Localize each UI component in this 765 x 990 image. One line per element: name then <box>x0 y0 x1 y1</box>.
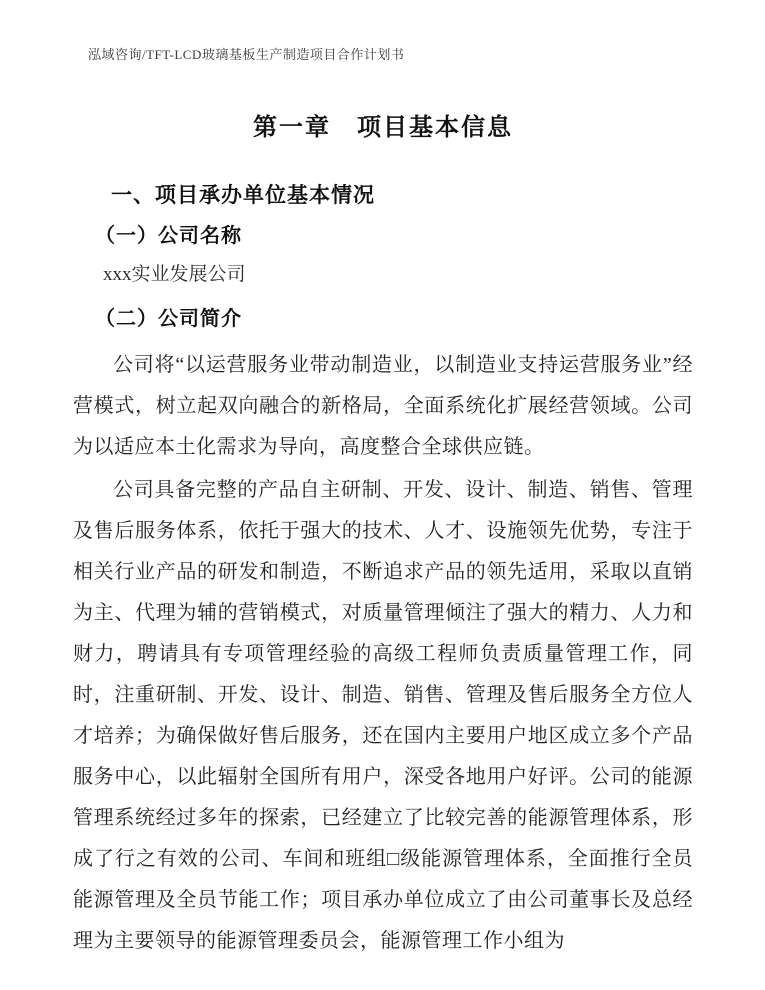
subsection-heading-company-name: （一）公司名称 <box>95 225 242 247</box>
chapter-title: 第一章 项目基本信息 <box>253 114 513 141</box>
document-header: 泓域咨询/TFT-LCD玻璃基板生产制造项目合作计划书 <box>88 47 405 62</box>
section-heading: 一、项目承办单位基本情况 <box>111 184 375 207</box>
paragraph-company-capabilities: 公司具备完整的产品自主研制、开发、设计、制造、销售、管理及售后服务体系，依托于强大的技术、人才、设施领先优势，专注于相关行业产品的研发和制造，不断追求产品的领先适用，采取以直销为主、代理为辅的营销模式，对质量管理倾注了强大的精力、人力和财力，聘请具有专项管理经验的高级工程师负责质量管理工作，同时，注重研制、开发、设计、制造、销售、管理及售后服务全方位人才培养；为确保做好售后服务，还在国内主要用户地区成立多个产品服务中心，以此辐射全国所有用户，深受各地用户好评。公司的能源管理系统经过多年的探索，已经建立了比较完善的能源管理体系，形成了行之有效的公司、车间和班组□级能源管理体系，全面推行全员能源管理及全员节能工作；项目承办单位成立了由公司董事长及总经理为主要领导的能源管理委员会，能源管理工作小组为 <box>73 479 693 952</box>
subsection-heading-company-profile: （二）公司简介 <box>95 308 242 330</box>
company-name: xxx实业发展公司 <box>103 264 246 285</box>
document-content <box>73 0 693 962</box>
paragraph-company-strategy: 公司将“以运营服务业带动制造业，以制造业支持运营服务业”经营模式，树立起双向融合的新格局，全面系统化扩展经营领域。公司为以适应本土化需求为导向，高度整合全球供应链。 <box>73 354 693 458</box>
